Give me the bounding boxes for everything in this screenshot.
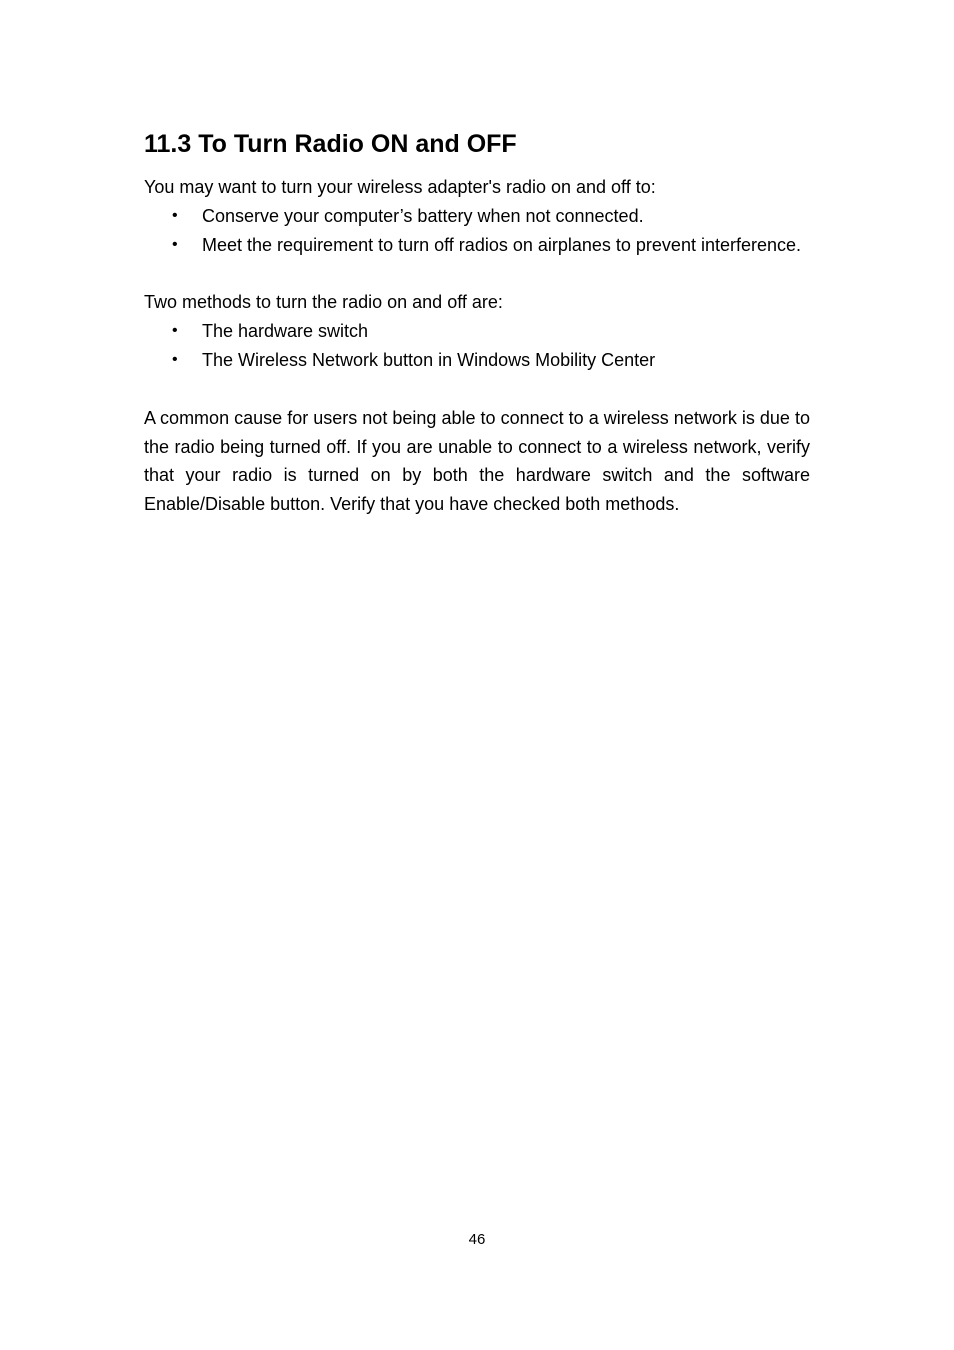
bullet-icon: • xyxy=(172,235,178,253)
list-item xyxy=(144,346,810,375)
reasons-list xyxy=(144,202,810,259)
list-item xyxy=(144,317,810,346)
troubleshooting-paragraph: A common cause for users not being able to connect to a wireless network is due to the radio being turned off. If you are unable to connect to a wireless network, verify that your radio is turned on by both the hardware switch and the software Enable/Disable button. Verify that you have checked both methods. xyxy=(144,408,810,514)
page-number: 46 xyxy=(468,1231,486,1248)
list-item-text: The hardware switch xyxy=(202,321,369,341)
list-item xyxy=(144,202,810,231)
list-item-text: The Wireless Network button in Windows Mobility Center xyxy=(202,349,656,370)
bullet-icon: • xyxy=(172,350,178,368)
intro-text: You may want to turn your wireless adapter's radio on and off to: xyxy=(144,177,656,197)
methods-list xyxy=(144,317,810,374)
methods-intro-text: Two methods to turn the radio on and off are: xyxy=(144,292,503,312)
bullet-icon: • xyxy=(172,207,178,224)
list-item-text: Conserve your computer’s battery when not connected. xyxy=(202,206,644,226)
list-item-text: Meet the requirement to turn off radios on airplanes to prevent interference. xyxy=(202,234,802,255)
list-item xyxy=(144,231,810,260)
bullet-icon: • xyxy=(172,322,178,339)
section-heading: 11.3 To Turn Radio ON and OFF xyxy=(144,130,517,158)
